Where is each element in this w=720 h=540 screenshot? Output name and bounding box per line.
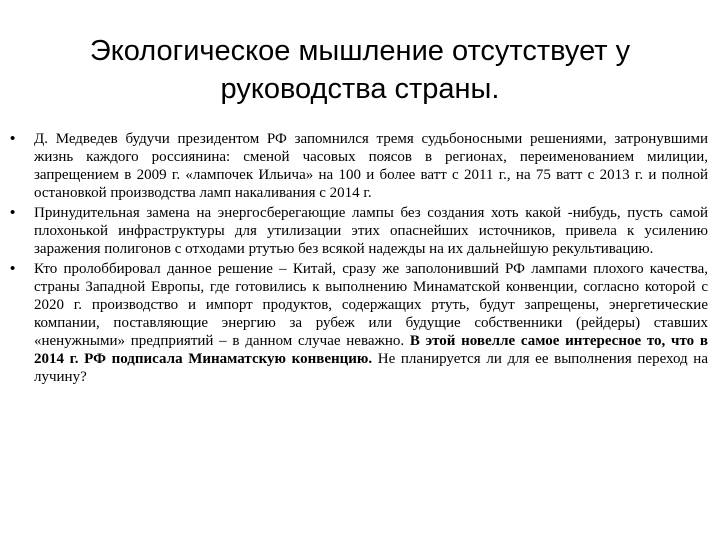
slide-title-line-1: Экологическое мышление отсутствует у [89, 35, 631, 67]
slide-title [40, 32, 680, 108]
bullet-text: Д. Медведев будучи президентом РФ запомнился тремя судьбоносными решениями, затронувшими жизнь каждого россиянина: сменой часовых поясов в регионах, переименованием милиции, запрещением в 2009 г. «лампочек Ильича» на 100 и более ватт с 2011 г., на 75 ватт с 2013 г. и полной остановкой производства ламп накаливания с 2014 г. [34, 131, 708, 201]
bullet-item-forced-replacement [8, 204, 708, 258]
bullet-bold-text: В этой новелле самое интересное то, что в 2014 г. РФ подписала Минаматскую конвенцию. [34, 333, 708, 367]
bullet-item-lobbying [8, 260, 708, 386]
bullet-tail-text: Не планируется ли для ее выполнения переход на лучину? [34, 351, 708, 385]
bullet-dot-icon: • [10, 260, 16, 277]
bullet-dot-icon: • [10, 130, 16, 147]
slide-title-line-2: руководства страны. [220, 73, 500, 105]
bullet-list [8, 130, 708, 388]
bullet-text: Кто пролоббировал данное решение – Китай, сразу же заполонивший РФ лампами плохого качества, страны Западной Европы, где готовились к выполнению Минаматской конвенции, согласно которой с 2020 г. производство и импорт продуктов, содержащих ртуть, будут запрещены, энергетические компании, поставляющие энергию за рубеж или будущие собственники (рейдеры) ставших «ненужными» предприятий – в данном случае неважно. [34, 261, 708, 349]
bullet-text: Принудительная замена на энергосберегающие лампы без создания хоть какой -нибудь, пусть самой плохонькой инфраструктуры для утилизации этих опаснейших источников, привела к усилению заражения полигонов с отходами ртутью без всякой надежды на их дальнейшую рекультивацию. [34, 205, 708, 257]
bullet-dot-icon: • [10, 204, 16, 221]
bullet-item-medvedev-decisions [8, 130, 708, 202]
